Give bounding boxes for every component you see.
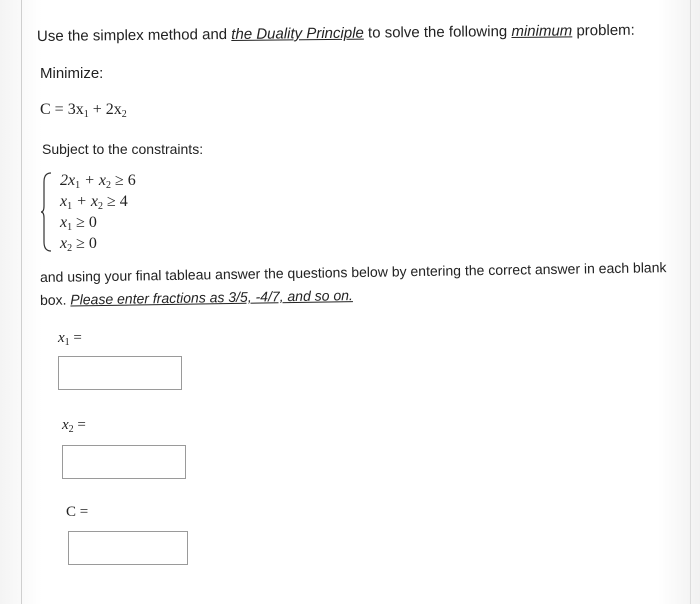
intro-minimum: minimum — [511, 22, 573, 41]
instructions-line-2: box. Please enter fractions as 3/5, -4/7, and so on. — [39, 287, 353, 308]
constraints-brace — [40, 172, 52, 252]
constraint-row: $x_1 \ge 0$ — [60, 214, 97, 233]
objective-lhs: C = 3x — [40, 101, 84, 118]
left-border-line — [21, 0, 22, 604]
subject-label: Subject to the constraints: — [42, 141, 204, 157]
objective-sub-2: 2 — [121, 109, 127, 120]
intro-duality-principle: the Duality Principle — [231, 24, 364, 43]
objective-function — [40, 101, 127, 124]
minimize-label: Minimize: — [40, 65, 104, 82]
right-border-line — [690, 0, 691, 604]
instructions-line-1: and using your final tableau answer the questions below by entering the correct answer in each blank — [39, 259, 667, 285]
constraint-row: $2x_1 + x_2 \ge 6$ — [60, 172, 136, 191]
intro-text-3: problem: — [572, 21, 635, 40]
problem-intro — [37, 22, 635, 46]
objective-mid: + 2x — [88, 101, 122, 118]
c-answer-box[interactable] — [68, 531, 188, 565]
constraint-row: $x_1 + x_2 \ge 4$ — [60, 193, 128, 212]
answer-label-c: C = — [66, 504, 89, 520]
constraint-row: $x_2 \ge 0$ — [60, 235, 97, 254]
intro-text-2: to solve the following — [363, 23, 512, 42]
fraction-format-hint: Please enter fractions as 3/5, -4/7, and so on. — [70, 287, 353, 308]
x2-answer-box[interactable] — [62, 445, 186, 479]
intro-text-1: Use the simplex method and — [36, 25, 232, 45]
answer-label-x1: $x_1$ = — [58, 330, 82, 348]
x1-answer-box[interactable] — [58, 356, 182, 390]
objective-sub-1: 1 — [83, 109, 89, 120]
answer-label-x2: $x_2$ = — [62, 417, 86, 435]
